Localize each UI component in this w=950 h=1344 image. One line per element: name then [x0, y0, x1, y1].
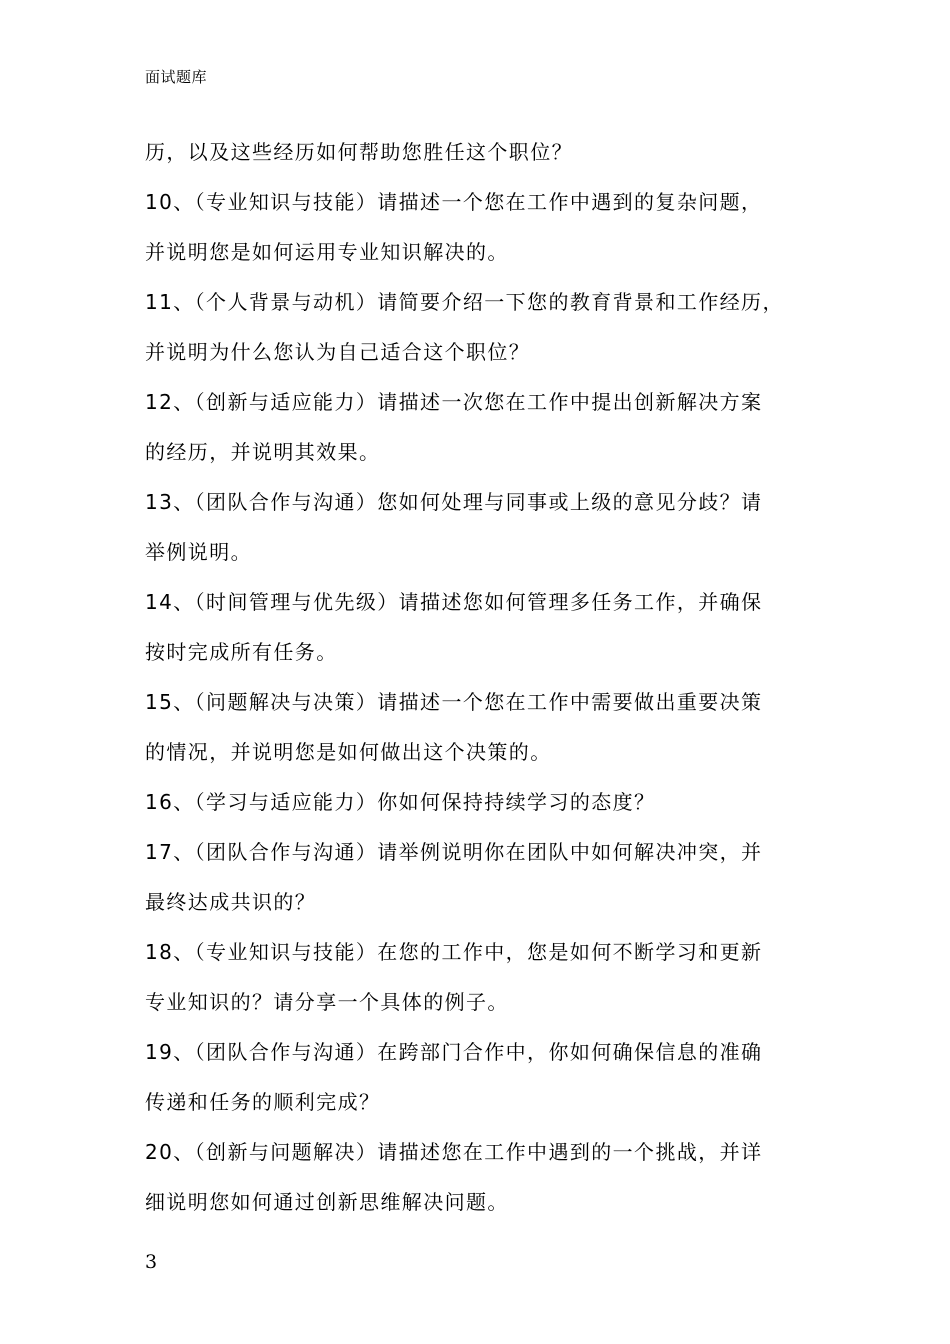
- text-line: 15、（问题解决与决策）请描述一个您在工作中需要做出重要决策: [145, 690, 763, 714]
- text-line: 17、（团队合作与沟通）请举例说明你在团队中如何解决冲突，并: [145, 840, 763, 864]
- text-line: 10、（专业知识与技能）请描述一个您在工作中遇到的复杂问题，: [145, 190, 763, 214]
- page-number: 3: [145, 1251, 158, 1273]
- text-line: 最终达成共识的？: [145, 890, 317, 914]
- document-body: [145, 137, 835, 1237]
- text-line: 细说明您如何通过创新思维解决问题。: [145, 1190, 509, 1214]
- text-line: 按时完成所有任务。: [145, 640, 338, 664]
- page-header-title: 面试题库: [145, 68, 208, 86]
- text-line: 传递和任务的顺利完成？: [145, 1090, 381, 1114]
- text-line: 的情况，并说明您是如何做出这个决策的。: [145, 740, 552, 764]
- text-line: 并说明为什么您认为自己适合这个职位？: [145, 340, 531, 364]
- text-line: 13、（团队合作与沟通）您如何处理与同事或上级的意见分歧？请: [145, 490, 763, 514]
- text-line: 举例说明。: [145, 540, 252, 564]
- text-line: 18、（专业知识与技能）在您的工作中，您是如何不断学习和更新: [145, 940, 763, 964]
- text-line: 并说明您是如何运用专业知识解决的。: [145, 240, 509, 264]
- text-line: 历，以及这些经历如何帮助您胜任这个职位？: [145, 140, 573, 164]
- text-line: 20、（创新与问题解决）请描述您在工作中遇到的一个挑战，并详: [145, 1140, 763, 1164]
- text-line: 19、（团队合作与沟通）在跨部门合作中，你如何确保信息的准确: [145, 1040, 763, 1064]
- text-line: 12、（创新与适应能力）请描述一次您在工作中提出创新解决方案: [145, 390, 763, 414]
- text-line: 的经历，并说明其效果。: [145, 440, 381, 464]
- text-line: 专业知识的？请分享一个具体的例子。: [145, 990, 509, 1014]
- text-line: 11、（个人背景与动机）请简要介绍一下您的教育背景和工作经历，: [145, 290, 784, 314]
- text-line: 16、（学习与适应能力）你如何保持持续学习的态度？: [145, 790, 656, 814]
- text-line: 14、（时间管理与优先级）请描述您如何管理多任务工作，并确保: [145, 590, 763, 614]
